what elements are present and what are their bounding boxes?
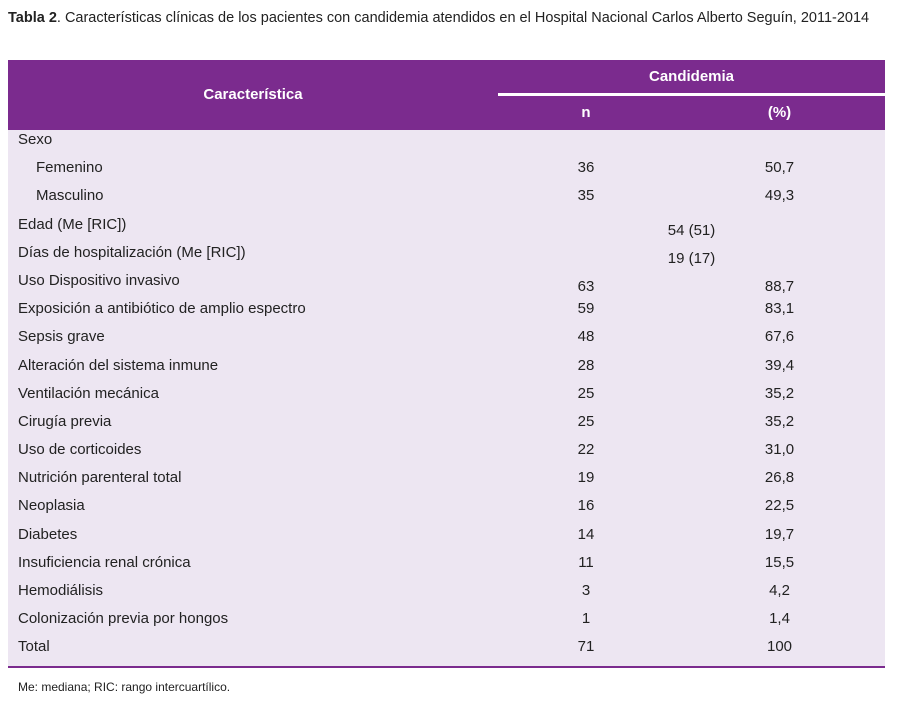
- table-row: [8, 130, 885, 158]
- row-n: 71: [577, 638, 595, 656]
- row-label: Diabetes: [18, 525, 78, 543]
- clinical-characteristics-table: [8, 60, 885, 668]
- table-row: [8, 412, 885, 440]
- row-label: Cirugía previa: [18, 412, 112, 430]
- table-header: [8, 60, 885, 130]
- table-caption-text: . Características clínicas de los pacientes con candidemia atendidos en el Hospital Nacional Carlos Alberto Seguín, 2011-2014: [56, 10, 870, 26]
- header-percent: (%): [767, 104, 792, 121]
- row-percent: 83,1: [764, 300, 795, 318]
- header-group-candidemia: Candidemia: [648, 68, 735, 85]
- row-label: Colonización previa por hongos: [18, 610, 229, 628]
- row-label: Días de hospitalización (Me [RIC]): [18, 243, 246, 261]
- row-label: Femenino: [36, 159, 103, 177]
- row-label: Hemodiálisis: [18, 582, 104, 599]
- row-percent: 35,2: [764, 384, 795, 402]
- row-n: 19: [577, 469, 595, 487]
- row-percent: 100: [766, 638, 793, 656]
- table-row: [8, 525, 885, 553]
- row-percent: 35,2: [764, 412, 795, 430]
- row-n: 48: [577, 328, 595, 346]
- table-caption-label: Tabla 2: [8, 10, 57, 26]
- table-row-total: [8, 637, 885, 665]
- header-n: n: [581, 104, 591, 121]
- table-row: [8, 468, 885, 496]
- row-percent: 1,4: [769, 610, 790, 628]
- table-footnote: Me: mediana; RIC: rango intercuartílico.: [18, 680, 231, 694]
- table-row: [8, 299, 885, 327]
- table-row: [8, 440, 885, 468]
- row-percent: 22,5: [764, 497, 795, 515]
- table-row: [8, 215, 885, 243]
- row-n: 63: [577, 277, 595, 295]
- row-n: 28: [577, 356, 595, 374]
- header-characteristic: Característica: [203, 86, 303, 103]
- row-percent: 67,6: [764, 328, 795, 346]
- row-n: 14: [577, 525, 595, 543]
- row-n: [498, 130, 674, 158]
- row-n: 16: [577, 497, 595, 515]
- row-label: Ventilación mecánica: [18, 384, 159, 402]
- row-percent: 88,7: [764, 277, 795, 295]
- row-n: 11: [578, 553, 594, 571]
- row-percent: 4,2: [769, 582, 790, 599]
- row-label: Masculino: [36, 187, 104, 205]
- table-row: [8, 609, 885, 637]
- table-row: [8, 158, 885, 186]
- row-merged-value: 54 (51): [667, 221, 716, 239]
- table-row: [8, 243, 885, 271]
- row-label: Uso de corticoides: [18, 441, 142, 459]
- row-n: 25: [577, 384, 595, 402]
- table-row: [8, 186, 885, 214]
- row-percent: [674, 130, 885, 158]
- row-n: 36: [577, 159, 595, 177]
- row-label: Uso Dispositivo invasivo: [18, 271, 180, 289]
- row-label: Exposición a antibiótico de amplio espectro: [18, 300, 306, 318]
- table-row: [8, 271, 885, 299]
- table-body: [8, 130, 885, 668]
- table-row: [8, 356, 885, 384]
- table-row: [8, 553, 885, 581]
- row-label: Neoplasia: [18, 497, 85, 515]
- row-n: 22: [577, 441, 595, 459]
- row-n: 3: [581, 582, 591, 599]
- row-percent: 19,7: [764, 525, 795, 543]
- table-row: [8, 496, 885, 524]
- row-n: 35: [577, 187, 595, 205]
- row-label: Sepsis grave: [18, 328, 105, 346]
- row-percent: 26,8: [764, 469, 795, 487]
- table-caption: [8, 10, 893, 26]
- row-percent: 15,5: [764, 553, 795, 571]
- row-label: Nutrición parenteral total: [18, 469, 182, 487]
- table-row: [8, 384, 885, 412]
- row-percent: 50,7: [764, 159, 795, 177]
- row-n: 25: [577, 412, 595, 430]
- row-label: Alteración del sistema inmune: [18, 356, 219, 374]
- row-percent: 49,3: [764, 187, 795, 205]
- table-row: [8, 327, 885, 355]
- row-label: Sexo: [18, 131, 53, 148]
- row-n: 59: [577, 300, 595, 318]
- row-percent: 39,4: [764, 356, 795, 374]
- row-label: Total: [18, 638, 50, 656]
- row-n: 1: [581, 610, 591, 628]
- table-row: [8, 581, 885, 609]
- row-percent: 31,0: [764, 441, 795, 459]
- row-label: Insuficiencia renal crónica: [18, 553, 191, 571]
- row-merged-value: 19 (17): [667, 249, 716, 267]
- row-label: Edad (Me [RIC]): [18, 215, 127, 233]
